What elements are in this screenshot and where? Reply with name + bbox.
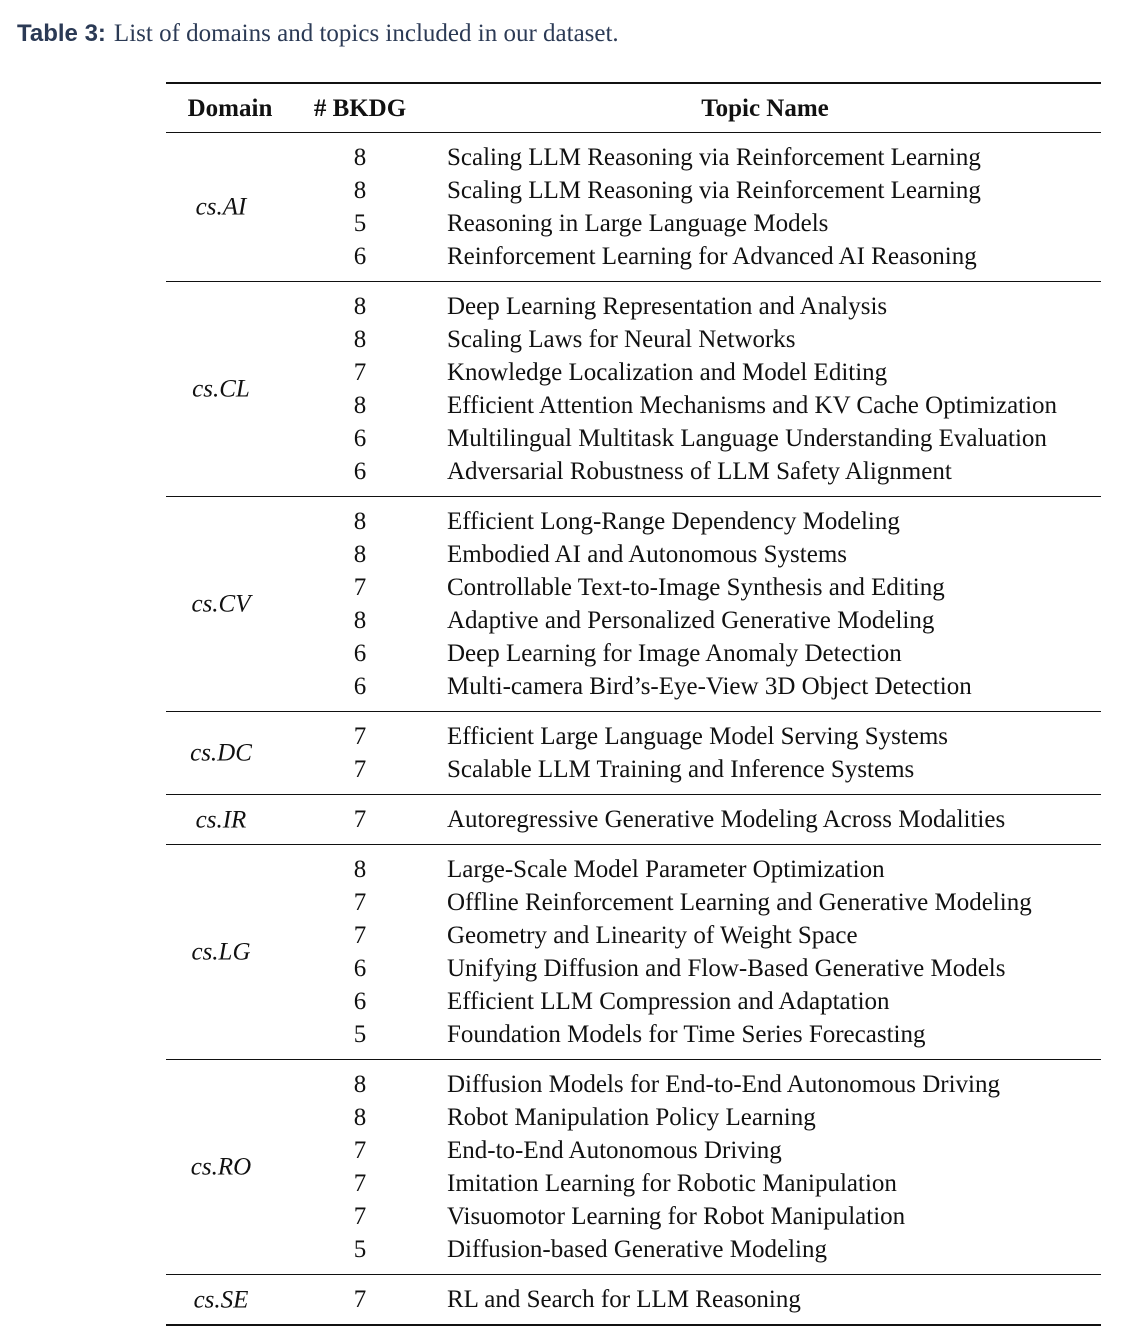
topic-name: Autoregressive Generative Modeling Across Modalities [447, 806, 1006, 833]
bkdg-count: 5 [353, 210, 367, 237]
topic-name: Multi-camera Bird’s-Eye-View 3D Object Detection [447, 673, 972, 700]
topic-name: Embodied AI and Autonomous Systems [447, 541, 847, 568]
domain-group [166, 712, 1101, 794]
domains-topics-table [166, 82, 1101, 1326]
table-row [166, 1068, 1101, 1101]
table-row [166, 1200, 1101, 1233]
table-row [166, 290, 1101, 323]
domain-label: cs.CV [191, 590, 251, 618]
bkdg-count: 6 [353, 673, 367, 700]
header-topic-name: Topic Name [701, 95, 829, 122]
domain-group [166, 133, 1101, 281]
bkdg-count: 8 [353, 144, 367, 171]
bkdg-count: 5 [353, 1021, 367, 1048]
table-row [166, 389, 1101, 422]
bkdg-count: 8 [353, 1104, 367, 1131]
topic-name: Diffusion-based Generative Modeling [447, 1236, 827, 1263]
domain-label: cs.SE [193, 1286, 249, 1313]
domain-group [166, 497, 1101, 711]
table-row [166, 356, 1101, 389]
topic-name: Geometry and Linearity of Weight Space [447, 922, 858, 949]
table-row [166, 637, 1101, 670]
table-header [166, 84, 1101, 132]
bkdg-count: 7 [353, 1203, 367, 1230]
table-row [166, 919, 1101, 952]
bkdg-count: 8 [353, 607, 367, 634]
bkdg-count: 7 [353, 1286, 367, 1313]
topic-name: Imitation Learning for Robotic Manipulation [447, 1170, 897, 1197]
topic-name: Unifying Diffusion and Flow-Based Generative Models [447, 955, 1006, 982]
bkdg-count: 7 [353, 1170, 367, 1197]
domain-group [166, 282, 1101, 496]
table-row [166, 1233, 1101, 1266]
topic-name: End-to-End Autonomous Driving [447, 1137, 782, 1164]
topic-name: Scaling Laws for Neural Networks [447, 326, 796, 353]
table-row [166, 422, 1101, 455]
table-row [166, 670, 1101, 703]
bkdg-count: 7 [353, 1137, 367, 1164]
table-row [166, 720, 1101, 753]
table-row [166, 604, 1101, 637]
table-body [166, 132, 1101, 1324]
topic-name: Adversarial Robustness of LLM Safety Alignment [447, 458, 952, 485]
bkdg-count: 8 [353, 1071, 367, 1098]
bkdg-count: 8 [353, 293, 367, 320]
bkdg-count: 7 [353, 806, 367, 833]
domain-label: cs.AI [195, 193, 247, 221]
topic-name: Large-Scale Model Parameter Optimization [447, 856, 885, 883]
table-row [166, 853, 1101, 886]
table-row [166, 240, 1101, 273]
bkdg-count: 8 [353, 177, 367, 204]
topic-name: Reasoning in Large Language Models [447, 210, 829, 237]
topic-name: Knowledge Localization and Model Editing [447, 359, 888, 386]
bkdg-count: 7 [353, 359, 367, 386]
topic-name: Reinforcement Learning for Advanced AI Reasoning [447, 243, 977, 270]
table-row [166, 886, 1101, 919]
bkdg-count: 8 [353, 541, 367, 568]
topic-name: Robot Manipulation Policy Learning [447, 1104, 816, 1131]
bkdg-count: 5 [353, 1236, 367, 1263]
table-row [166, 753, 1101, 786]
topic-name: Foundation Models for Time Series Forecasting [447, 1021, 926, 1048]
topic-name: Multilingual Multitask Language Understanding Evaluation [447, 425, 1047, 452]
topic-name: Efficient Attention Mechanisms and KV Cache Optimization [447, 392, 1058, 419]
header-domain: Domain [187, 95, 273, 122]
table-row [166, 952, 1101, 985]
topic-name: RL and Search for LLM Reasoning [447, 1286, 801, 1313]
topic-name: Scaling LLM Reasoning via Reinforcement Learning [447, 177, 981, 204]
table-row [166, 1283, 1101, 1316]
caption-label: Table 3: [17, 20, 106, 47]
table-row [166, 141, 1101, 174]
topic-name: Controllable Text-to-Image Synthesis and Editing [447, 574, 945, 601]
bkdg-count: 6 [353, 955, 367, 982]
domain-group [166, 795, 1101, 844]
topic-name: Scaling LLM Reasoning via Reinforcement Learning [447, 144, 981, 171]
domain-group [166, 845, 1101, 1059]
bkdg-count: 8 [353, 856, 367, 883]
table-row [166, 174, 1101, 207]
topic-name: Deep Learning for Image Anomaly Detection [447, 640, 902, 667]
domain-group [166, 1275, 1101, 1324]
table-caption [17, 18, 619, 50]
table-row [166, 571, 1101, 604]
table-row [166, 985, 1101, 1018]
topic-name: Adaptive and Personalized Generative Modeling [447, 607, 935, 634]
bkdg-count: 6 [353, 640, 367, 667]
bkdg-count: 6 [353, 988, 367, 1015]
topic-name: Deep Learning Representation and Analysis [447, 293, 888, 320]
topic-name: Scalable LLM Training and Inference Systems [447, 756, 915, 783]
bkdg-count: 7 [353, 574, 367, 601]
table-row [166, 1101, 1101, 1134]
bkdg-count: 6 [353, 243, 367, 270]
caption-text: List of domains and topics included in our dataset. [113, 20, 619, 47]
header-bkdg: # BKDG [313, 95, 407, 122]
topic-name: Visuomotor Learning for Robot Manipulation [447, 1203, 906, 1230]
topic-name: Efficient LLM Compression and Adaptation [447, 988, 890, 1015]
domain-label: cs.IR [195, 806, 247, 833]
bkdg-count: 7 [353, 756, 367, 783]
topic-name: Efficient Long-Range Dependency Modeling [447, 508, 900, 535]
domain-label: cs.CL [192, 375, 250, 403]
bkdg-count: 7 [353, 889, 367, 916]
topic-name: Efficient Large Language Model Serving Systems [447, 723, 949, 750]
domain-group [166, 1060, 1101, 1274]
table-row [166, 323, 1101, 356]
bkdg-count: 8 [353, 508, 367, 535]
bkdg-count: 8 [353, 392, 367, 419]
domain-label: cs.LG [191, 938, 251, 966]
table-row [166, 538, 1101, 571]
topic-name: Diffusion Models for End-to-End Autonomous Driving [447, 1071, 1000, 1098]
table-row [166, 1134, 1101, 1167]
bkdg-count: 7 [353, 922, 367, 949]
table-row [166, 803, 1101, 836]
table-row [166, 505, 1101, 538]
bkdg-count: 8 [353, 326, 367, 353]
table-row [166, 207, 1101, 240]
topic-name: Offline Reinforcement Learning and Generative Modeling [447, 889, 1032, 916]
bkdg-count: 6 [353, 425, 367, 452]
table-row [166, 1167, 1101, 1200]
domain-label: cs.DC [190, 739, 252, 767]
bkdg-count: 6 [353, 458, 367, 485]
table-row [166, 1018, 1101, 1051]
table-row [166, 455, 1101, 488]
bkdg-count: 7 [353, 723, 367, 750]
domain-label: cs.RO [190, 1153, 252, 1181]
